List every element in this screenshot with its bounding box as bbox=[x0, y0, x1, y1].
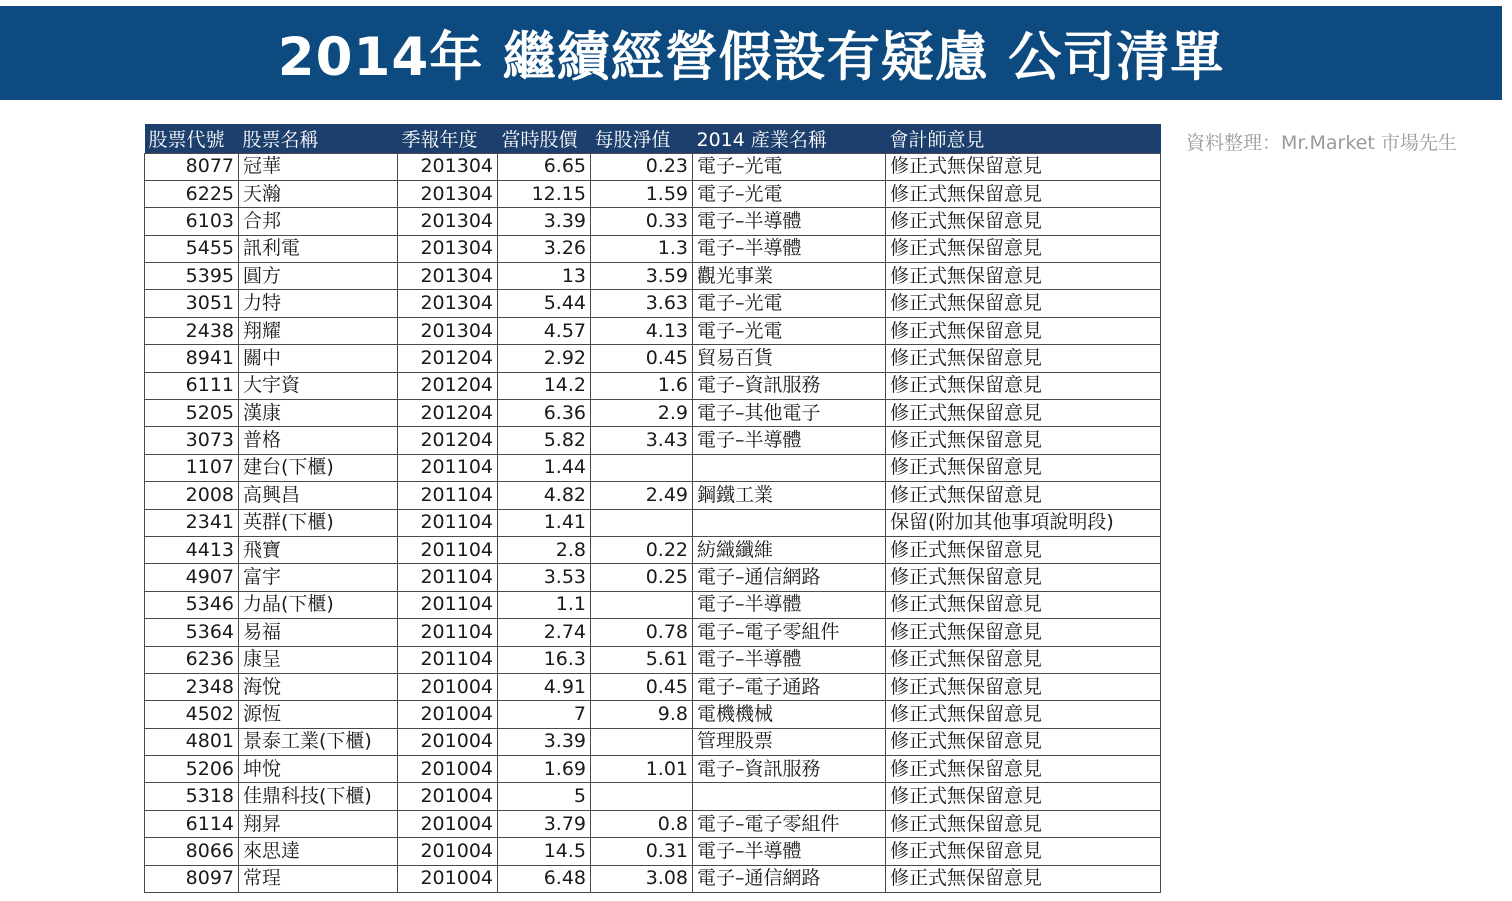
cell-code: 1107 bbox=[145, 454, 239, 481]
title-banner bbox=[0, 6, 1502, 100]
cell-opinion: 修正式無保留意見 bbox=[886, 619, 1161, 646]
cell-opinion: 修正式無保留意見 bbox=[886, 263, 1161, 290]
cell-code: 2438 bbox=[145, 317, 239, 344]
table-header-row bbox=[145, 124, 1161, 153]
cell-name: 大宇資 bbox=[239, 372, 398, 399]
cell-price: 6.65 bbox=[498, 153, 591, 180]
table-row bbox=[145, 728, 1161, 755]
cell-opinion: 修正式無保留意見 bbox=[886, 400, 1161, 427]
cell-code: 5364 bbox=[145, 619, 239, 646]
cell-name: 常珵 bbox=[239, 865, 398, 892]
table-row bbox=[145, 591, 1161, 618]
cell-opinion: 修正式無保留意見 bbox=[886, 865, 1161, 892]
cell-nav: 4.13 bbox=[591, 317, 693, 344]
cell-industry bbox=[693, 783, 886, 810]
table-body bbox=[145, 153, 1161, 893]
cell-price: 5.82 bbox=[498, 427, 591, 454]
cell-name: 翔昇 bbox=[239, 810, 398, 837]
cell-price: 3.53 bbox=[498, 564, 591, 591]
cell-opinion: 修正式無保留意見 bbox=[886, 646, 1161, 673]
cell-nav: 0.25 bbox=[591, 564, 693, 591]
cell-nav: 2.9 bbox=[591, 400, 693, 427]
header-period: 季報年度 bbox=[401, 128, 478, 151]
cell-period: 201304 bbox=[398, 290, 498, 317]
cell-nav: 1.01 bbox=[591, 756, 693, 783]
cell-price: 7 bbox=[498, 701, 591, 728]
cell-price: 5.44 bbox=[498, 290, 591, 317]
cell-price: 14.2 bbox=[498, 372, 591, 399]
cell-industry: 電子–電子通路 bbox=[693, 673, 886, 700]
table-row bbox=[145, 783, 1161, 810]
cell-nav bbox=[591, 509, 693, 536]
cell-name: 力晶(下櫃) bbox=[239, 591, 398, 618]
cell-price: 1.69 bbox=[498, 756, 591, 783]
cell-price: 4.57 bbox=[498, 317, 591, 344]
table-row bbox=[145, 290, 1161, 317]
cell-nav: 0.78 bbox=[591, 619, 693, 646]
cell-name: 飛寶 bbox=[239, 536, 398, 563]
cell-industry: 管理股票 bbox=[693, 728, 886, 755]
cell-name: 漢康 bbox=[239, 400, 398, 427]
cell-period: 201204 bbox=[398, 372, 498, 399]
cell-industry: 電子–半導體 bbox=[693, 235, 886, 262]
cell-opinion: 修正式無保留意見 bbox=[886, 454, 1161, 481]
cell-period: 201004 bbox=[398, 701, 498, 728]
cell-industry: 紡織纖維 bbox=[693, 536, 886, 563]
header-opinion: 會計師意見 bbox=[889, 128, 985, 151]
cell-industry: 電子–半導體 bbox=[693, 646, 886, 673]
cell-opinion: 修正式無保留意見 bbox=[886, 810, 1161, 837]
cell-period: 201204 bbox=[398, 400, 498, 427]
table-row bbox=[145, 838, 1161, 865]
cell-opinion: 修正式無保留意見 bbox=[886, 235, 1161, 262]
cell-price: 2.92 bbox=[498, 345, 591, 372]
cell-industry: 電子–光電 bbox=[693, 180, 886, 207]
cell-price: 16.3 bbox=[498, 646, 591, 673]
cell-code: 6236 bbox=[145, 646, 239, 673]
cell-name: 高興昌 bbox=[239, 482, 398, 509]
cell-period: 201104 bbox=[398, 564, 498, 591]
cell-price: 1.41 bbox=[498, 509, 591, 536]
cell-opinion: 修正式無保留意見 bbox=[886, 591, 1161, 618]
cell-industry: 觀光事業 bbox=[693, 263, 886, 290]
cell-price: 3.39 bbox=[498, 728, 591, 755]
cell-opinion: 修正式無保留意見 bbox=[886, 783, 1161, 810]
cell-name: 源恆 bbox=[239, 701, 398, 728]
cell-nav bbox=[591, 591, 693, 618]
cell-code: 6111 bbox=[145, 372, 239, 399]
cell-nav: 3.08 bbox=[591, 865, 693, 892]
cell-nav: 3.43 bbox=[591, 427, 693, 454]
cell-code: 5346 bbox=[145, 591, 239, 618]
table-row bbox=[145, 482, 1161, 509]
cell-price: 3.39 bbox=[498, 208, 591, 235]
cell-opinion: 修正式無保留意見 bbox=[886, 153, 1161, 180]
header-industry: 2014 產業名稱 bbox=[696, 128, 827, 151]
header-name: 股票名稱 bbox=[242, 128, 319, 151]
table-row bbox=[145, 345, 1161, 372]
cell-code: 3073 bbox=[145, 427, 239, 454]
cell-opinion: 修正式無保留意見 bbox=[886, 345, 1161, 372]
cell-name: 佳鼎科技(下櫃) bbox=[239, 783, 398, 810]
cell-opinion: 修正式無保留意見 bbox=[886, 673, 1161, 700]
cell-period: 201104 bbox=[398, 591, 498, 618]
cell-opinion: 修正式無保留意見 bbox=[886, 536, 1161, 563]
table-row bbox=[145, 646, 1161, 673]
cell-industry bbox=[693, 454, 886, 481]
cell-price: 6.48 bbox=[498, 865, 591, 892]
cell-name: 關中 bbox=[239, 345, 398, 372]
cell-name: 英群(下櫃) bbox=[239, 509, 398, 536]
cell-name: 天瀚 bbox=[239, 180, 398, 207]
cell-period: 201104 bbox=[398, 619, 498, 646]
cell-opinion: 修正式無保留意見 bbox=[886, 564, 1161, 591]
cell-industry bbox=[693, 509, 886, 536]
cell-nav: 1.3 bbox=[591, 235, 693, 262]
table-row bbox=[145, 400, 1161, 427]
cell-code: 4907 bbox=[145, 564, 239, 591]
cell-price: 1.44 bbox=[498, 454, 591, 481]
cell-code: 4502 bbox=[145, 701, 239, 728]
cell-period: 201104 bbox=[398, 646, 498, 673]
cell-name: 康呈 bbox=[239, 646, 398, 673]
cell-industry: 電子–半導體 bbox=[693, 427, 886, 454]
cell-nav: 0.8 bbox=[591, 810, 693, 837]
cell-opinion: 修正式無保留意見 bbox=[886, 728, 1161, 755]
cell-industry: 電子–電子零組件 bbox=[693, 619, 886, 646]
cell-code: 5318 bbox=[145, 783, 239, 810]
cell-period: 201004 bbox=[398, 865, 498, 892]
table-row bbox=[145, 153, 1161, 180]
cell-industry: 電子–電子零組件 bbox=[693, 810, 886, 837]
cell-name: 合邦 bbox=[239, 208, 398, 235]
table-row bbox=[145, 509, 1161, 536]
cell-code: 8077 bbox=[145, 153, 239, 180]
cell-name: 易福 bbox=[239, 619, 398, 646]
cell-nav: 1.6 bbox=[591, 372, 693, 399]
cell-period: 201104 bbox=[398, 454, 498, 481]
cell-nav: 5.61 bbox=[591, 646, 693, 673]
table-row bbox=[145, 317, 1161, 344]
cell-period: 201304 bbox=[398, 235, 498, 262]
cell-code: 6114 bbox=[145, 810, 239, 837]
page-title: 2014年 繼續經營假設有疑慮 公司清單 bbox=[277, 27, 1225, 88]
cell-period: 201304 bbox=[398, 208, 498, 235]
cell-industry: 電子–通信網路 bbox=[693, 564, 886, 591]
cell-code: 4413 bbox=[145, 536, 239, 563]
cell-price: 12.15 bbox=[498, 180, 591, 207]
cell-period: 201004 bbox=[398, 673, 498, 700]
header-code: 股票代號 bbox=[148, 128, 225, 151]
cell-code: 8066 bbox=[145, 838, 239, 865]
cell-name: 翔耀 bbox=[239, 317, 398, 344]
cell-code: 6103 bbox=[145, 208, 239, 235]
cell-nav: 2.49 bbox=[591, 482, 693, 509]
table-row bbox=[145, 263, 1161, 290]
cell-industry: 鋼鐵工業 bbox=[693, 482, 886, 509]
cell-name: 來思達 bbox=[239, 838, 398, 865]
cell-period: 201104 bbox=[398, 482, 498, 509]
cell-period: 201104 bbox=[398, 536, 498, 563]
cell-period: 201004 bbox=[398, 810, 498, 837]
cell-period: 201104 bbox=[398, 509, 498, 536]
cell-price: 4.91 bbox=[498, 673, 591, 700]
cell-price: 1.1 bbox=[498, 591, 591, 618]
cell-nav: 0.22 bbox=[591, 536, 693, 563]
header-nav: 每股淨值 bbox=[594, 128, 671, 151]
table-row bbox=[145, 208, 1161, 235]
cell-opinion: 保留(附加其他事項說明段) bbox=[886, 509, 1161, 536]
cell-code: 4801 bbox=[145, 728, 239, 755]
cell-price: 3.79 bbox=[498, 810, 591, 837]
table-row bbox=[145, 454, 1161, 481]
cell-nav bbox=[591, 783, 693, 810]
source-note: 資料整理：Mr.Market 市場先生 bbox=[1186, 132, 1457, 154]
cell-code: 3051 bbox=[145, 290, 239, 317]
table-row bbox=[145, 701, 1161, 728]
table-row bbox=[145, 756, 1161, 783]
cell-opinion: 修正式無保留意見 bbox=[886, 372, 1161, 399]
cell-price: 5 bbox=[498, 783, 591, 810]
cell-industry: 電子–通信網路 bbox=[693, 865, 886, 892]
cell-code: 8941 bbox=[145, 345, 239, 372]
company-table bbox=[144, 124, 1161, 893]
cell-industry: 電子–資訊服務 bbox=[693, 756, 886, 783]
cell-industry: 電子–光電 bbox=[693, 153, 886, 180]
cell-opinion: 修正式無保留意見 bbox=[886, 180, 1161, 207]
cell-industry: 電機機械 bbox=[693, 701, 886, 728]
table-row bbox=[145, 865, 1161, 892]
cell-industry: 電子–資訊服務 bbox=[693, 372, 886, 399]
cell-period: 201004 bbox=[398, 728, 498, 755]
cell-price: 2.8 bbox=[498, 536, 591, 563]
cell-opinion: 修正式無保留意見 bbox=[886, 208, 1161, 235]
cell-price: 4.82 bbox=[498, 482, 591, 509]
cell-name: 富宇 bbox=[239, 564, 398, 591]
cell-period: 201004 bbox=[398, 756, 498, 783]
table-row bbox=[145, 180, 1161, 207]
cell-code: 2348 bbox=[145, 673, 239, 700]
cell-nav: 0.33 bbox=[591, 208, 693, 235]
cell-code: 2008 bbox=[145, 482, 239, 509]
table-row bbox=[145, 536, 1161, 563]
cell-nav: 1.59 bbox=[591, 180, 693, 207]
cell-period: 201004 bbox=[398, 838, 498, 865]
header-price: 當時股價 bbox=[501, 128, 578, 151]
cell-code: 5206 bbox=[145, 756, 239, 783]
cell-code: 8097 bbox=[145, 865, 239, 892]
cell-opinion: 修正式無保留意見 bbox=[886, 756, 1161, 783]
cell-name: 訊利電 bbox=[239, 235, 398, 262]
cell-industry: 貿易百貨 bbox=[693, 345, 886, 372]
cell-nav: 3.59 bbox=[591, 263, 693, 290]
cell-industry: 電子–光電 bbox=[693, 317, 886, 344]
cell-price: 14.5 bbox=[498, 838, 591, 865]
cell-period: 201204 bbox=[398, 345, 498, 372]
cell-industry: 電子–半導體 bbox=[693, 208, 886, 235]
cell-opinion: 修正式無保留意見 bbox=[886, 290, 1161, 317]
cell-code: 5395 bbox=[145, 263, 239, 290]
cell-nav bbox=[591, 728, 693, 755]
table-row bbox=[145, 427, 1161, 454]
cell-industry: 電子–光電 bbox=[693, 290, 886, 317]
cell-nav: 0.31 bbox=[591, 838, 693, 865]
table-row bbox=[145, 372, 1161, 399]
cell-opinion: 修正式無保留意見 bbox=[886, 427, 1161, 454]
cell-nav: 0.45 bbox=[591, 345, 693, 372]
table-row bbox=[145, 235, 1161, 262]
cell-period: 201304 bbox=[398, 153, 498, 180]
table-row bbox=[145, 564, 1161, 591]
cell-industry: 電子–半導體 bbox=[693, 591, 886, 618]
cell-nav: 3.63 bbox=[591, 290, 693, 317]
cell-period: 201304 bbox=[398, 317, 498, 344]
cell-period: 201304 bbox=[398, 263, 498, 290]
cell-opinion: 修正式無保留意見 bbox=[886, 482, 1161, 509]
cell-industry: 電子–半導體 bbox=[693, 838, 886, 865]
cell-nav: 9.8 bbox=[591, 701, 693, 728]
cell-name: 圓方 bbox=[239, 263, 398, 290]
cell-name: 建台(下櫃) bbox=[239, 454, 398, 481]
cell-period: 201304 bbox=[398, 180, 498, 207]
table-row bbox=[145, 619, 1161, 646]
cell-code: 2341 bbox=[145, 509, 239, 536]
cell-name: 力特 bbox=[239, 290, 398, 317]
cell-opinion: 修正式無保留意見 bbox=[886, 701, 1161, 728]
cell-opinion: 修正式無保留意見 bbox=[886, 838, 1161, 865]
cell-period: 201004 bbox=[398, 783, 498, 810]
cell-code: 5455 bbox=[145, 235, 239, 262]
cell-price: 6.36 bbox=[498, 400, 591, 427]
cell-name: 坤悅 bbox=[239, 756, 398, 783]
cell-nav: 0.45 bbox=[591, 673, 693, 700]
cell-nav bbox=[591, 454, 693, 481]
cell-name: 普格 bbox=[239, 427, 398, 454]
cell-price: 3.26 bbox=[498, 235, 591, 262]
cell-industry: 電子–其他電子 bbox=[693, 400, 886, 427]
cell-period: 201204 bbox=[398, 427, 498, 454]
cell-name: 景泰工業(下櫃) bbox=[239, 728, 398, 755]
cell-code: 6225 bbox=[145, 180, 239, 207]
cell-price: 2.74 bbox=[498, 619, 591, 646]
table-row bbox=[145, 673, 1161, 700]
cell-name: 海悅 bbox=[239, 673, 398, 700]
cell-price: 13 bbox=[498, 263, 591, 290]
cell-name: 冠華 bbox=[239, 153, 398, 180]
cell-code: 5205 bbox=[145, 400, 239, 427]
cell-nav: 0.23 bbox=[591, 153, 693, 180]
table-row bbox=[145, 810, 1161, 837]
cell-opinion: 修正式無保留意見 bbox=[886, 317, 1161, 344]
